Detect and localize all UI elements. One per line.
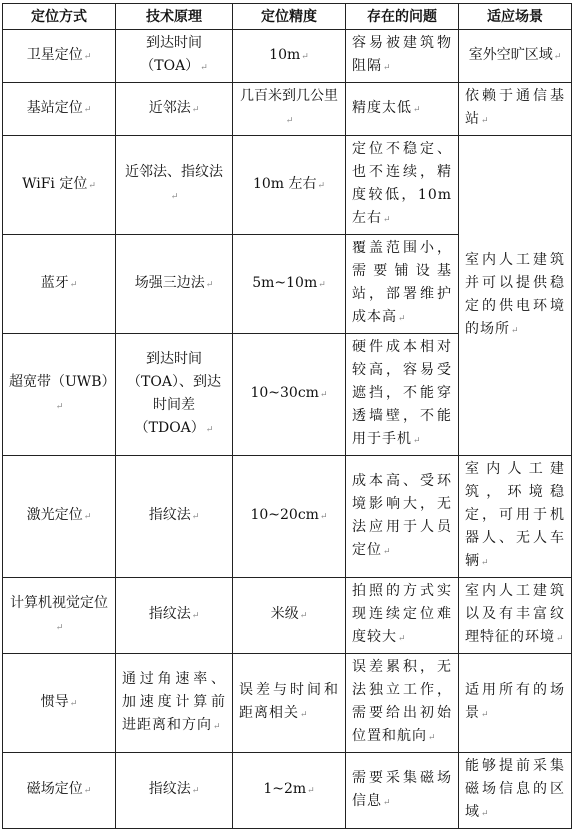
table-row [3,456,572,578]
table-row [3,30,572,83]
cell-text: 5m~10m [252,274,318,291]
method-cell [3,753,116,829]
scene-cell [459,456,572,578]
cell-text: 拍照的方式实现连续定位难度较大 [352,583,452,645]
table-row [3,753,572,829]
paragraph-mark: ↵ [200,63,208,73]
cell-text: 指纹法 [148,606,191,622]
paragraph-mark: ↵ [398,634,407,644]
table-row [3,83,572,136]
paragraph-mark: ↵ [69,698,78,709]
cell-text: 成本高、受环境影响大，无法应用于人员定位 [352,472,452,558]
paragraph-mark: ↵ [553,51,562,62]
paragraph-mark: ↵ [191,512,200,522]
principle-cell [116,83,233,136]
method-cell [3,578,116,654]
paragraph-mark: ↵ [383,63,392,73]
paragraph-mark: ↵ [191,104,200,115]
cell-text: 超宽带（UWB） [9,373,116,390]
header-method: 定位方式 [3,4,116,30]
accuracy-cell [233,136,346,235]
cell-text: 蓝牙 [40,274,69,291]
problem-cell [346,30,459,83]
paragraph-mark: ↵ [398,314,407,324]
accuracy-cell [233,654,346,753]
paragraph-mark: ↵ [83,104,92,115]
accuracy-cell [233,578,346,654]
cell-text: 误差与时间和距离相关 [239,682,339,721]
cell-text: 计算机视觉定位 [10,594,108,611]
paragraph-mark: ↵ [428,733,437,743]
cell-text: 硬件成本相对较高，容易受遮挡，不能穿透墙壁，不能用于手机 [352,339,452,447]
cell-text: 惯导 [40,693,69,710]
cell-text: 近邻法、指纹法 [125,164,223,180]
paragraph-mark: ↵ [413,436,422,446]
cell-text: 10~30cm [250,385,319,401]
cell-text: 通过角速率、加速度计算前进距离和方向 [122,670,226,733]
problem-cell [346,578,459,654]
cell-text: 定位不稳定、也不连续，精度较低，10m 左右 [352,141,452,226]
problem-cell [346,83,459,136]
paragraph-mark: ↵ [301,51,309,62]
paragraph-mark: ↵ [285,116,294,126]
principle-cell [116,136,233,235]
scene-cell [459,30,572,83]
principle-cell [116,753,233,829]
paragraph-mark: ↵ [511,325,520,336]
accuracy-cell [233,30,346,83]
problem-cell [346,334,459,456]
cell-text: 10~20cm [250,507,319,523]
cell-text: 室外空旷区域 [468,46,553,63]
scene-cell-merged [459,136,572,456]
problem-cell [346,753,459,829]
paragraph-mark: ↵ [170,192,179,202]
paragraph-mark: ↵ [88,180,96,191]
accuracy-cell [233,235,346,334]
paragraph-mark: ↵ [413,104,422,115]
accuracy-cell [233,334,346,456]
cell-text: 精度太低 [352,99,412,116]
scene-cell [459,83,572,136]
scene-cell [459,578,572,654]
paragraph-mark: ↵ [317,180,326,191]
table-row [3,136,572,235]
paragraph-mark: ↵ [83,51,92,62]
problem-cell [346,235,459,334]
problem-cell [346,456,459,578]
principle-cell [116,30,233,83]
cell-text: 室内人工建筑，环境稳定，可用于机器人、无人车辆 [465,461,565,569]
principle-cell [116,456,233,578]
paragraph-mark: ↵ [307,786,315,796]
cell-text: 指纹法 [148,781,191,797]
paragraph-mark: ↵ [481,809,490,819]
paragraph-mark: ↵ [481,558,490,568]
cell-text: 能够提前采集磁场信息的区域 [465,758,565,820]
cell-text: 卫星定位 [26,46,83,63]
positioning-methods-table [2,3,572,829]
cell-text: 指纹法 [148,507,191,523]
cell-text: 10m [269,46,301,63]
header-accuracy: 定位精度 [233,4,346,30]
paragraph-mark: ↵ [383,546,392,557]
cell-text: 需要采集磁场信息 [352,769,452,809]
header-principle: 技术原理 [116,4,233,30]
paragraph-mark: ↵ [83,512,92,522]
scene-cell [459,753,572,829]
problem-cell [346,136,459,235]
cell-text: 1~2m [263,781,307,797]
method-cell [3,334,116,456]
cell-text: 10m 左右 [252,175,317,192]
header-row [3,4,572,30]
problem-cell [346,654,459,753]
method-cell [3,30,116,83]
paragraph-mark: ↵ [383,797,392,808]
header-scene: 适应场景 [459,4,572,30]
cell-text: 室内人工建筑并可以提供稳定的供电环境的场所 [465,251,565,337]
cell-text: 基站定位 [26,99,83,116]
table-row [3,654,572,753]
paragraph-mark: ↵ [481,116,490,126]
paragraph-mark: ↵ [299,611,308,621]
paragraph-mark: ↵ [300,710,309,720]
accuracy-cell [233,456,346,578]
cell-text: 场强三边法 [134,274,205,291]
principle-cell [116,578,233,654]
cell-text: 到达时间（TOA） [140,35,202,74]
paragraph-mark: ↵ [205,279,214,290]
cell-text: 几百米到几公里 [240,88,338,104]
cell-text: 依赖于通信基站 [465,88,565,127]
accuracy-cell [233,83,346,136]
accuracy-cell [233,753,346,829]
method-cell [3,83,116,136]
principle-cell [116,654,233,753]
cell-text: 误差累积，无法独立工作，需要给出初始位置和航向 [352,659,452,744]
paragraph-mark: ↵ [319,390,328,400]
cell-text: 容易被建筑物阻隔 [352,35,452,74]
cell-text: 近邻法 [148,99,191,116]
paragraph-mark: ↵ [205,424,214,435]
method-cell [3,136,116,235]
paragraph-mark: ↵ [191,786,200,796]
cell-text: 到达时间（TOA）、到达时间差（TDOA） [127,350,221,436]
paragraph-mark: ↵ [319,512,328,522]
table-row [3,578,572,654]
paragraph-mark: ↵ [83,786,92,796]
cell-text: 磁场定位 [26,781,83,797]
header-problem: 存在的问题 [346,4,459,30]
paragraph-mark: ↵ [556,634,565,644]
cell-text: WiFi 定位 [22,175,88,192]
method-cell [3,654,116,753]
paragraph-mark: ↵ [481,710,490,720]
scene-cell [459,654,572,753]
cell-text: 米级 [270,606,299,622]
paragraph-mark: ↵ [213,721,222,732]
cell-text: 激光定位 [26,507,83,523]
method-cell [3,235,116,334]
paragraph-mark: ↵ [69,279,78,290]
paragraph-mark: ↵ [191,611,200,621]
paragraph-mark: ↵ [55,401,64,412]
paragraph-mark: ↵ [318,279,326,290]
cell-text: 覆盖范围小，需要铺设基站，部署维护成本高 [352,240,452,325]
paragraph-mark: ↵ [383,215,392,225]
method-cell [3,456,116,578]
cell-text: 适用所有的场景 [465,682,565,721]
principle-cell [116,334,233,456]
principle-cell [116,235,233,334]
cell-text: 室内人工建筑以及有丰富纹理特征的环境 [465,583,565,645]
paragraph-mark: ↵ [55,622,64,633]
